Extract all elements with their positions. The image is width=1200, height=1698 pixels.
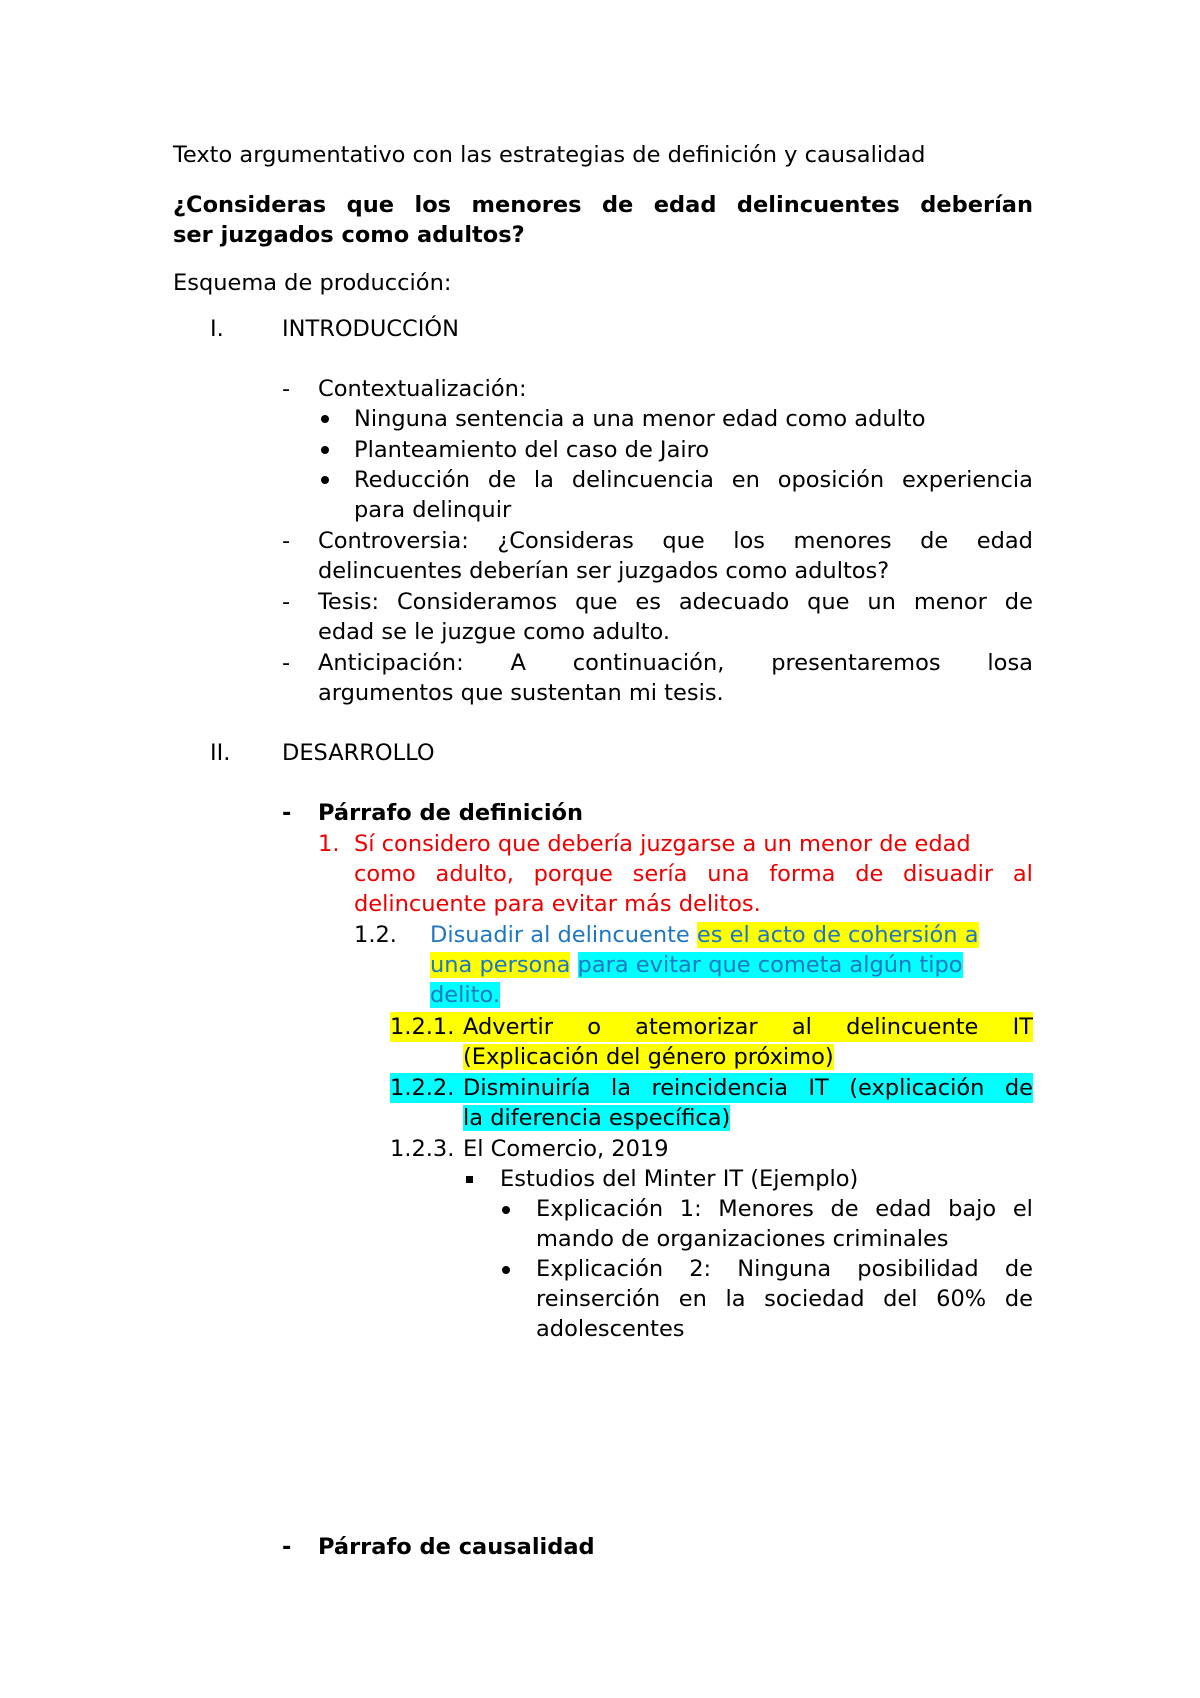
word: al: [1012, 861, 1033, 887]
bullet-dot: [502, 1206, 510, 1214]
dash-marker: -: [282, 650, 291, 676]
word: Controversia:: [318, 528, 469, 554]
word: losa: [987, 650, 1033, 676]
word: Ninguna: [737, 1256, 832, 1282]
word: o: [587, 1014, 601, 1040]
word: reinserción: [536, 1286, 661, 1312]
word: continuación,: [572, 650, 725, 676]
parrafo-causalidad-heading: Párrafo de causalidad: [318, 1534, 595, 1560]
item-1-2-2-line-2-text: la diferencia específica): [463, 1105, 731, 1131]
item-1-number: 1.: [318, 831, 340, 857]
genus-highlight-2: una persona: [430, 952, 571, 978]
word: ¿Consideras: [497, 528, 634, 554]
word: IT: [808, 1075, 829, 1101]
word: deberían: [920, 192, 1033, 218]
word: edad: [653, 192, 717, 218]
explicacion-1-line-2: mando de organizaciones criminales: [536, 1226, 949, 1252]
word: edad: [875, 1196, 932, 1222]
word: adecuado: [678, 589, 790, 615]
tesis-line-1: [318, 587, 1033, 617]
word: la: [610, 1075, 632, 1101]
item-1-line-2: [354, 859, 1033, 889]
explicacion-2-line-1: [536, 1254, 1033, 1284]
word: forma: [769, 861, 836, 887]
bullet-dot: [321, 476, 329, 484]
item-1-2-1-line-2: [463, 1042, 834, 1072]
dash-marker: -: [282, 589, 291, 615]
contextualizacion-label: Contextualización:: [318, 376, 527, 402]
word: es: [635, 589, 661, 615]
word: experiencia: [902, 467, 1033, 493]
explicacion-1-line-1: [536, 1194, 1033, 1224]
parrafo-definicion-heading: Párrafo de definición: [318, 800, 584, 826]
item-1-2-1-line-1: [463, 1012, 1033, 1042]
square-bullet: [466, 1176, 473, 1183]
word: en: [678, 1286, 707, 1312]
word: de: [601, 192, 634, 218]
section-2-heading: DESARROLLO: [282, 740, 435, 766]
item-1-2-3-number: 1.2.3.: [390, 1136, 455, 1162]
word: que: [807, 589, 850, 615]
word: 60%: [936, 1286, 987, 1312]
word: disuadir: [903, 861, 994, 887]
word: la: [725, 1286, 746, 1312]
word: de: [855, 861, 884, 887]
definiendum-text: Disuadir al delincuente: [430, 922, 690, 948]
word: (explicación: [849, 1075, 985, 1101]
word: que: [346, 192, 395, 218]
explicacion-2-line-3: adolescentes: [536, 1316, 685, 1342]
word: atemorizar: [635, 1014, 758, 1040]
word: de: [1004, 1256, 1033, 1282]
word: un: [867, 589, 896, 615]
dash-marker: -: [282, 800, 292, 826]
bullet-dot: [321, 415, 329, 423]
bullet-dot: [321, 446, 329, 454]
item-1-2-1-line-2-text: (Explicación del género próximo): [463, 1044, 834, 1070]
word: ¿Consideras: [173, 192, 327, 218]
bullet-item-1: Ninguna sentencia a una menor edad como adulto: [354, 406, 926, 432]
word: Advertir: [463, 1014, 554, 1040]
controversia-line-2: delincuentes deberían ser juzgados como adultos?: [318, 558, 890, 584]
question-line-2: ser juzgados como adultos?: [173, 222, 525, 248]
word: una: [707, 861, 750, 887]
item-1-2-line-1: [430, 920, 979, 950]
item-1-2-number: 1.2.: [354, 922, 397, 948]
word: Reducción: [354, 467, 471, 493]
word: delincuentes: [736, 192, 900, 218]
dash-marker: -: [282, 376, 291, 402]
word: porque: [533, 861, 613, 887]
item-1-2-1-number: 1.2.1.: [390, 1014, 455, 1040]
bullet-dot: [502, 1266, 510, 1274]
word: Explicación: [536, 1256, 664, 1282]
word: 1:: [679, 1196, 702, 1222]
word: que: [575, 589, 618, 615]
item-1-line-3: delincuente para evitar más delitos.: [354, 891, 761, 917]
section-1-heading: INTRODUCCIÓN: [282, 316, 459, 342]
word: menor: [913, 589, 987, 615]
word: del: [883, 1286, 918, 1312]
word: presentaremos: [771, 650, 941, 676]
word: sería: [632, 861, 688, 887]
document-title: Texto argumentativo con las estrategias de definición y causalidad: [173, 142, 926, 168]
word: reincidencia: [651, 1075, 788, 1101]
word: delincuencia: [571, 467, 714, 493]
differentia-highlight-1: para evitar que cometa algún tipo: [577, 952, 963, 978]
word: Tesis:: [318, 589, 380, 615]
word: posibilidad: [857, 1256, 979, 1282]
item-1-2-2-number: 1.2.2.: [390, 1075, 455, 1101]
question-line-1: [173, 190, 1033, 220]
word: la: [533, 467, 554, 493]
minter-item: Estudios del Minter IT (Ejemplo): [500, 1166, 859, 1192]
word: menores: [793, 528, 892, 554]
word: edad: [976, 528, 1033, 554]
dash-marker: -: [282, 1534, 292, 1560]
differentia-highlight-2: delito.: [430, 982, 500, 1008]
word: delincuente: [846, 1014, 979, 1040]
anticipacion-line-2: argumentos que sustentan mi tesis.: [318, 680, 724, 706]
word: de: [1004, 589, 1033, 615]
word: de: [487, 467, 517, 493]
controversia-line-1: [318, 526, 1033, 556]
word: 2:: [689, 1256, 712, 1282]
dash-marker: -: [282, 528, 291, 554]
anticipacion-line-1: [318, 648, 1033, 678]
item-1-line-1: Sí considero que debería juzgarse a un menor de edad: [354, 831, 971, 857]
word: bajo: [948, 1196, 997, 1222]
section-2-numeral: II.: [210, 740, 231, 766]
word: en: [731, 467, 760, 493]
word: los: [733, 528, 766, 554]
tesis-line-2: edad se le juzgue como adulto.: [318, 619, 671, 645]
word: Explicación: [536, 1196, 664, 1222]
word: adulto,: [435, 861, 514, 887]
word: oposición: [777, 467, 885, 493]
word: de: [830, 1196, 859, 1222]
word: de: [1004, 1286, 1033, 1312]
item-1-2-2-line-2: [463, 1103, 730, 1133]
item-1-2-line-3: [430, 980, 500, 1010]
item-1-2-3-text: El Comercio, 2019: [463, 1136, 669, 1162]
word: como: [354, 861, 416, 887]
word: Consideramos: [396, 589, 558, 615]
word: de: [1004, 1075, 1033, 1101]
word: sociedad: [764, 1286, 865, 1312]
bullet-item-3-line-1: [354, 465, 1033, 495]
explicacion-2-line-2: [536, 1284, 1033, 1314]
word: que: [662, 528, 705, 554]
word: los: [414, 192, 452, 218]
word: al: [791, 1014, 812, 1040]
bullet-item-3-line-2: para delinquir: [354, 497, 512, 523]
word: el: [1012, 1196, 1033, 1222]
item-1-2-2-line-1: [463, 1073, 1033, 1103]
word: Menores: [718, 1196, 814, 1222]
genus-highlight-1: es el acto de cohersión a: [696, 922, 979, 948]
scheme-label: Esquema de producción:: [173, 270, 452, 296]
word: de: [920, 528, 949, 554]
item-1-2-line-2: [430, 950, 963, 980]
word: menores: [471, 192, 582, 218]
word: IT: [1012, 1014, 1033, 1040]
word: A: [510, 650, 526, 676]
word: Disminuiría: [463, 1075, 591, 1101]
bullet-item-2: Planteamiento del caso de Jairo: [354, 437, 710, 463]
section-1-numeral: I.: [210, 316, 224, 342]
word: Anticipación:: [318, 650, 464, 676]
